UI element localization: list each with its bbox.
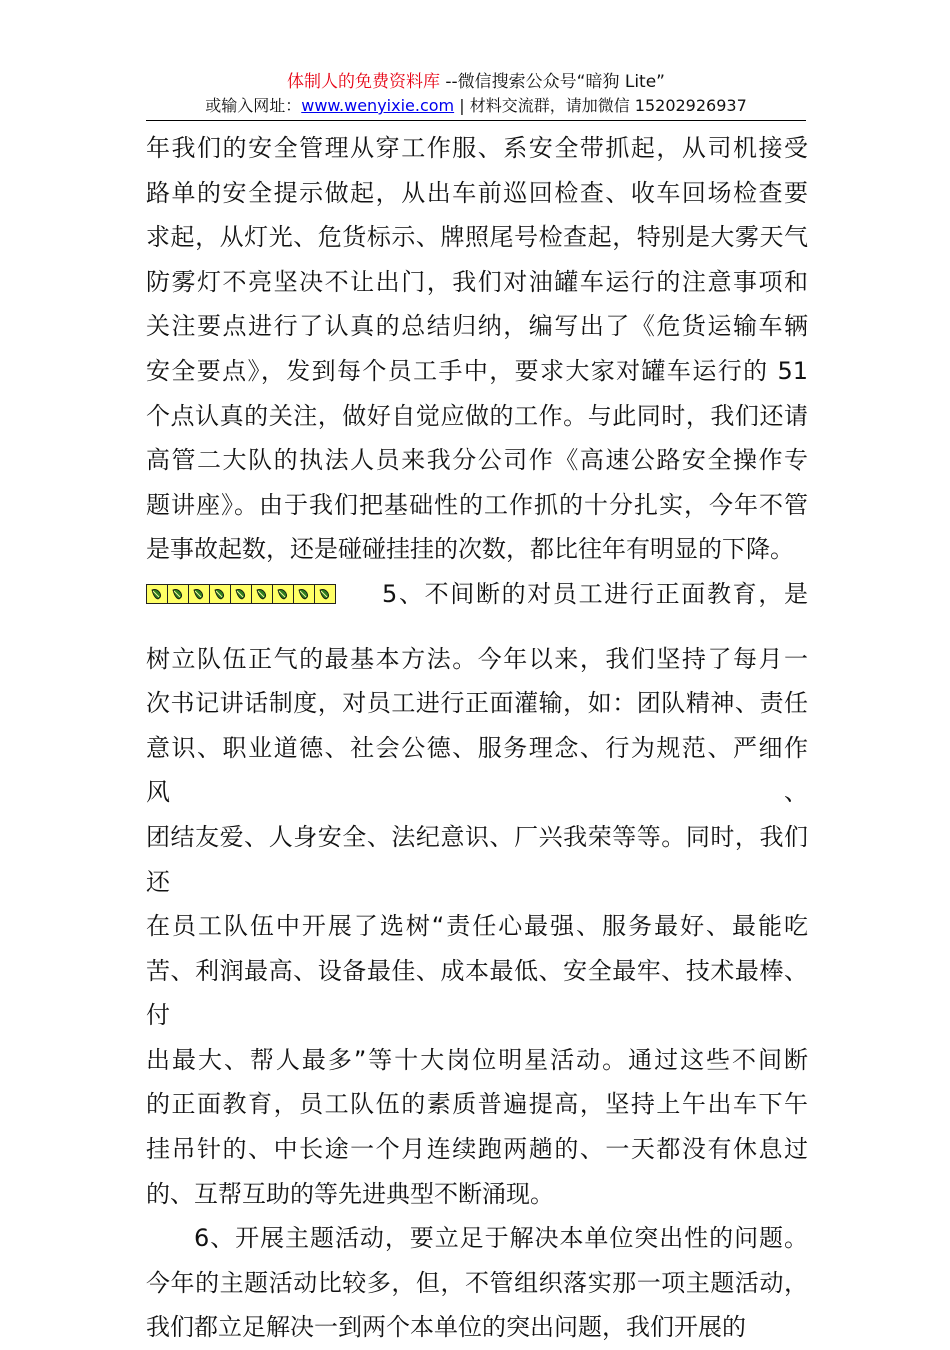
contact-info: | 材料交流群，请加微信 15202926937 (454, 96, 747, 115)
leaf-stamp-icon (318, 587, 332, 601)
site-name: 体制人的免费资料库 (286, 72, 440, 92)
header-contact-line (146, 94, 806, 118)
paragraph-3 (146, 1216, 808, 1350)
text-line: 的、互帮互助的等先进典型不断涌现。 (146, 1179, 554, 1208)
text-line: 我们都立足解决一到两个本单位的突出问题，我们开展的 (146, 1313, 746, 1342)
paragraph-2-lead-line (146, 572, 808, 617)
leaf-stamp-icon (276, 587, 290, 601)
text-line: 出最大、帮人最多”等十大岗位明星活动。通过这些不间断 (146, 1045, 808, 1074)
text-line: 团结友爱、人身安全、法纪意识、厂兴我荣等等。同时，我们还 (146, 822, 808, 896)
text-line: 挂吊针的、中长途一个月连续跑两趟的、一天都没有休息过 (146, 1135, 808, 1164)
leaf-stamp-icon (150, 587, 164, 601)
deco-cell (252, 585, 273, 603)
document-body (146, 126, 808, 1350)
url-prefix: 或输入网址： (205, 96, 302, 115)
text-line: 意识、职业道德、社会公德、服务理念、行为规范、严细作风、 (146, 733, 808, 807)
leaf-stamp-icon (213, 587, 227, 601)
paragraph-2 (146, 637, 808, 1217)
paragraph-1 (146, 126, 808, 572)
deco-cell (168, 585, 189, 603)
text-line: 今年的主题活动比较多，但，不管组织落实那一项主题活动， (146, 1268, 808, 1297)
leaf-stamp-icon (297, 587, 311, 601)
leaf-stamp-icon (255, 587, 269, 601)
website-link[interactable]: www.wenyixie.com (301, 96, 455, 115)
deco-cell (315, 585, 335, 603)
deco-cell (210, 585, 231, 603)
text-line: 在员工队伍中开展了选树“责任心最强、服务最好、最能吃 (146, 912, 808, 941)
text-line: 个点认真的关注，做好自觉应做的工作。与此同时，我们还请 (146, 401, 808, 430)
page-header (146, 70, 806, 118)
text-line: 高管二大队的执法人员来我分公司作《高速公路安全操作专 (146, 446, 808, 475)
leaf-stamp-icon (192, 587, 206, 601)
leaf-stamp-icon (171, 587, 185, 601)
decorative-icon-strip (146, 584, 336, 604)
text-line: 防雾灯不亮坚决不让出门，我们对油罐车运行的注意事项和 (146, 267, 808, 296)
text-line: 路单的安全提示做起，从出车前巡回检查、收车回场检查要 (146, 178, 808, 207)
header-title-line (146, 70, 806, 94)
text-line: 次书记讲话制度，对员工进行正面灌输，如：团队精神、责任 (146, 689, 808, 718)
deco-cell (231, 585, 252, 603)
text-line: 关注要点进行了认真的总结归纳，编写出了《危货运输车辆 (146, 312, 808, 341)
header-divider (146, 120, 806, 121)
text-line: 题讲座》。由于我们把基础性的工作抓的十分扎实，今年不管 (146, 490, 808, 519)
paragraph-2-first-line: 5、不间断的对员工进行正面教育，是 (382, 579, 808, 608)
leaf-stamp-icon (234, 587, 248, 601)
paragraph-gap (146, 617, 808, 637)
text-line: 6、开展主题活动，要立足于解决本单位突出性的问题。 (194, 1224, 808, 1253)
deco-cell (273, 585, 294, 603)
text-line: 树立队伍正气的最基本方法。今年以来，我们坚持了每月一 (146, 644, 808, 673)
text-line: 年我们的安全管理从穿工作服、系安全带抓起，从司机接受 (146, 134, 808, 162)
deco-cell (294, 585, 315, 603)
deco-cell (147, 585, 168, 603)
deco-cell (189, 585, 210, 603)
header-tagline: --微信搜索公众号“暗狗 Lite” (439, 72, 665, 92)
text-line: 苦、利润最高、设备最佳、成本最低、安全最牢、技术最棒、付 (146, 956, 808, 1030)
text-line: 的正面教育，员工队伍的素质普遍提高，坚持上午出车下午 (146, 1090, 808, 1119)
text-line: 求起，从灯光、危货标示、牌照尾号检查起，特别是大雾天气 (146, 223, 808, 252)
text-line: 安全要点》，发到每个员工手中，要求大家对罐车运行的 51 (146, 356, 808, 385)
text-line: 是事故起数，还是碰碰挂挂的次数，都比往年有明显的下降。 (146, 535, 794, 564)
